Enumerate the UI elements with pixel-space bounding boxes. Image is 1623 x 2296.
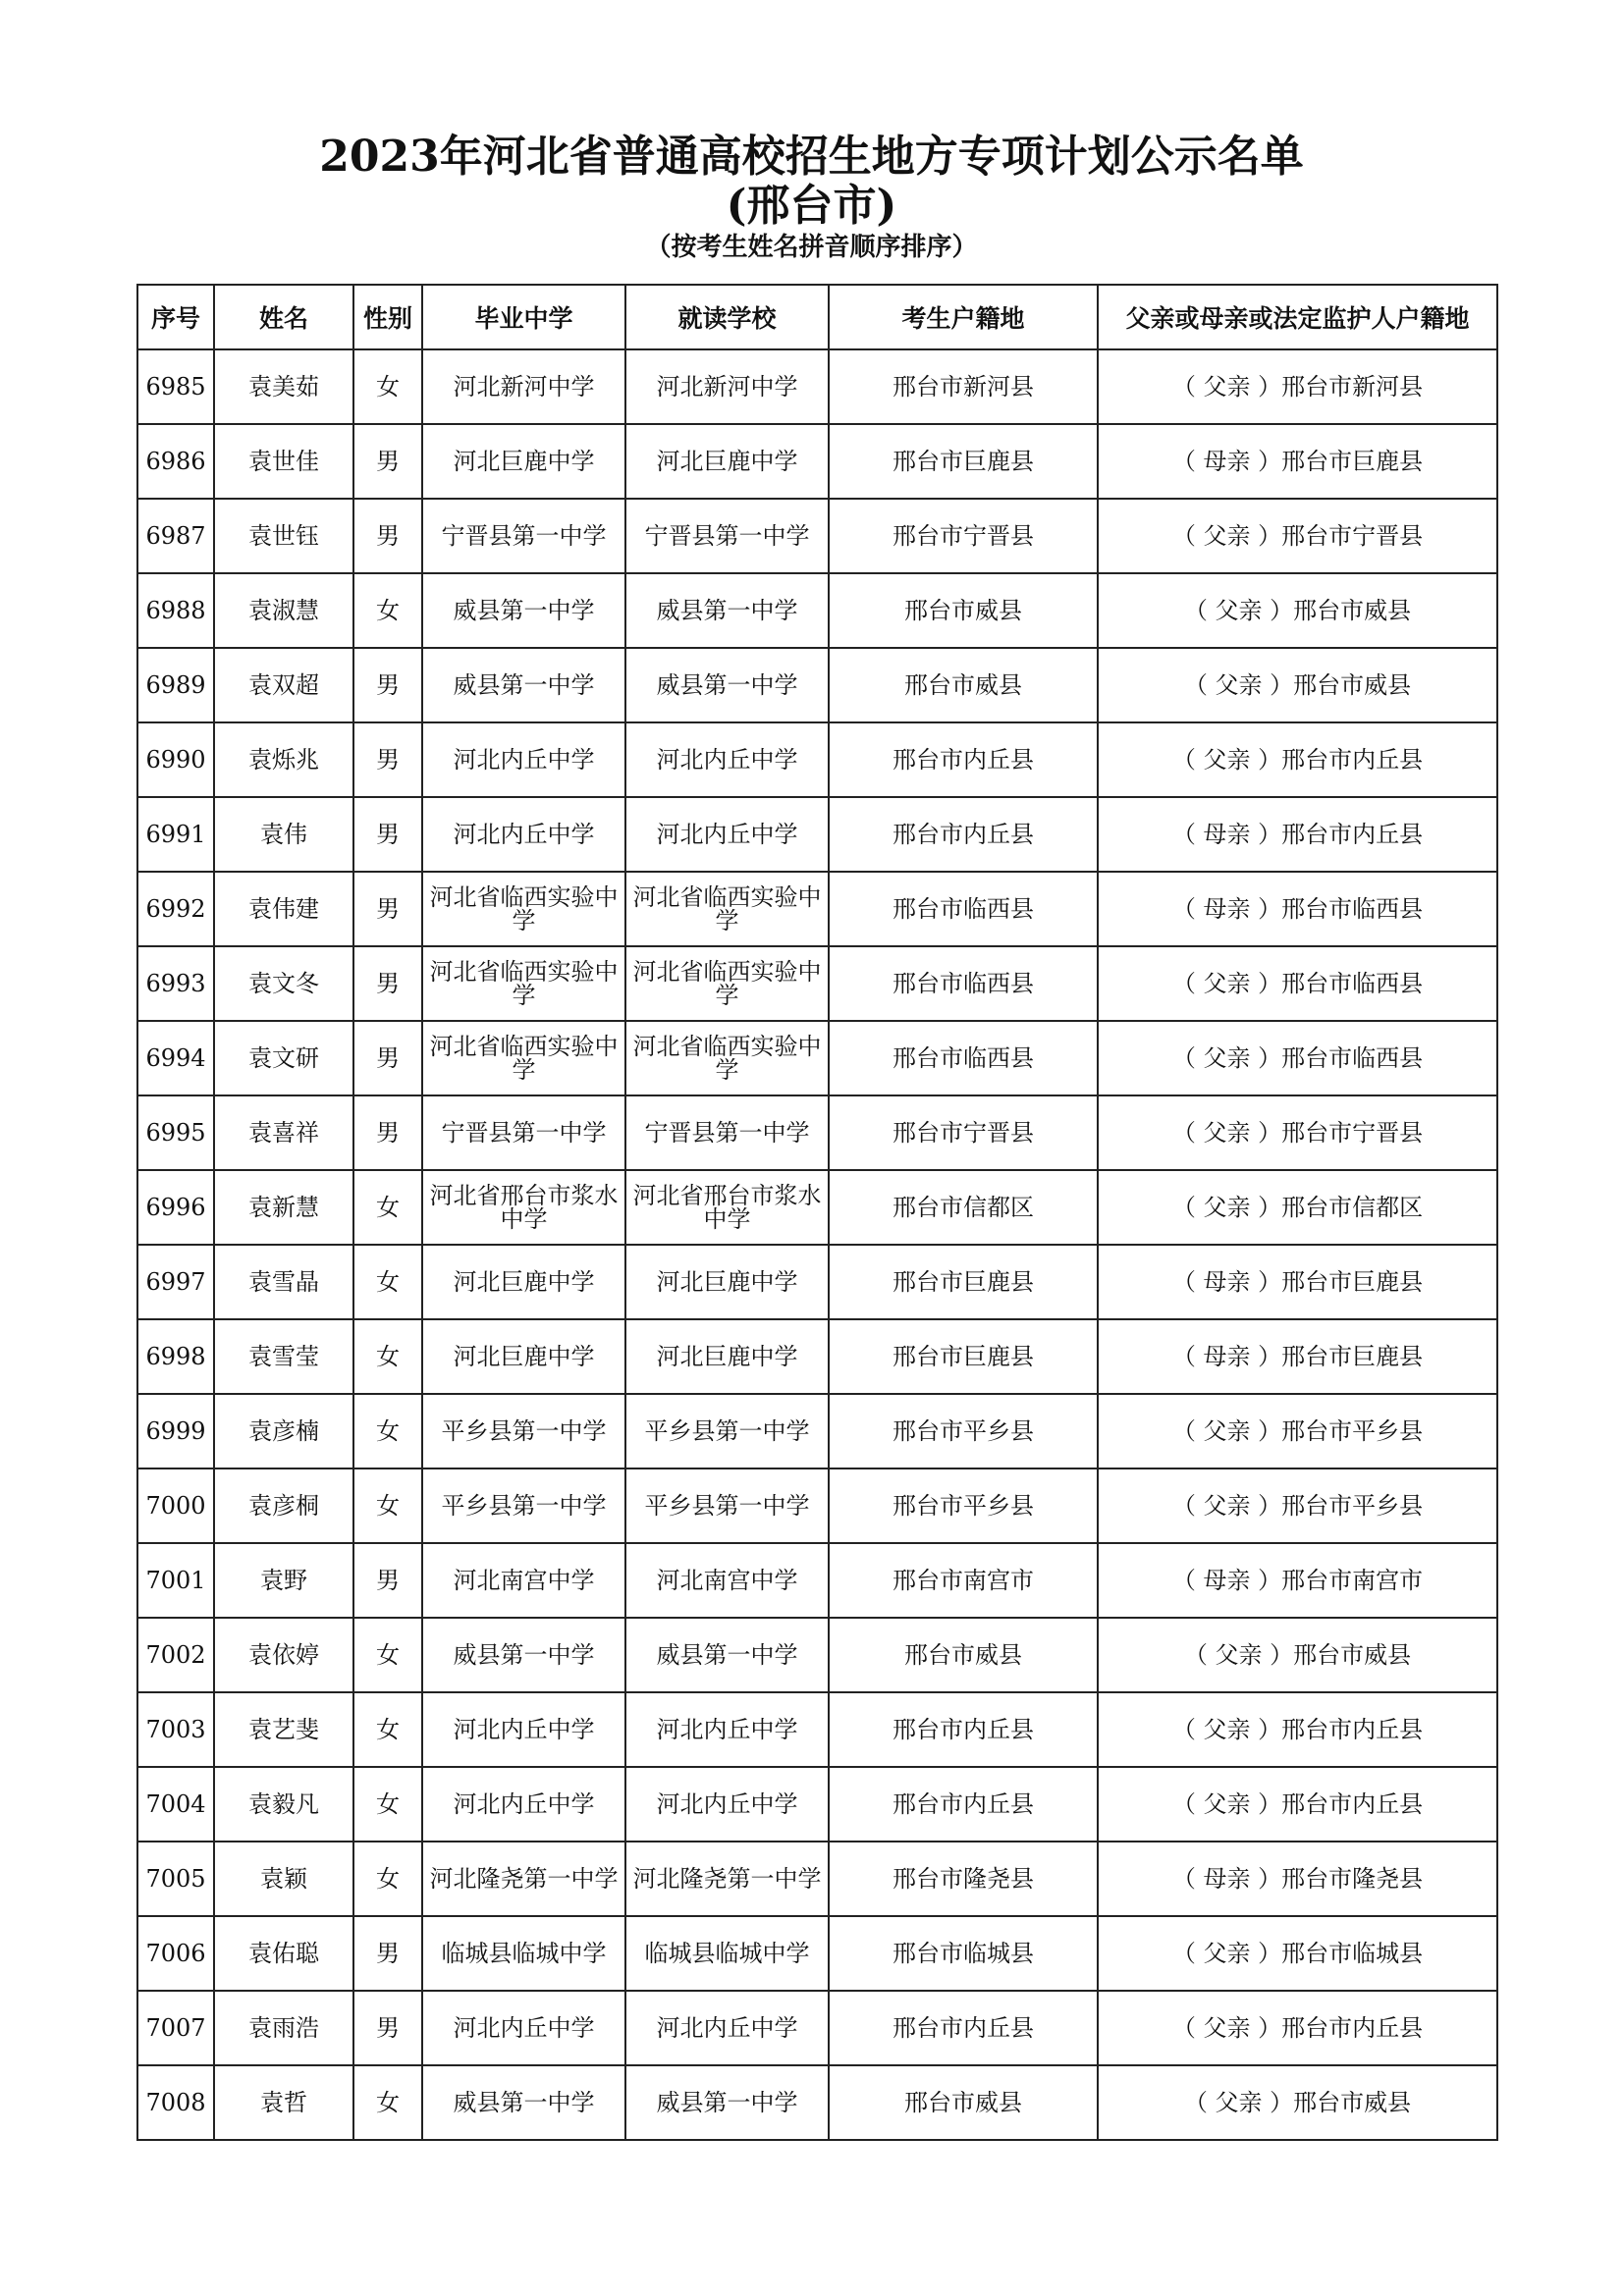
cell-household-registration: 邢台市宁晋县 (829, 499, 1098, 573)
cell-seq: 6986 (137, 424, 214, 499)
table-row (137, 1991, 1497, 2065)
cell-name: 袁双超 (214, 648, 353, 722)
cell-guardian-registration: （ 父亲 ）邢台市平乡县 (1098, 1468, 1497, 1543)
cell-gender: 女 (353, 2065, 422, 2140)
table-row (137, 1245, 1497, 1319)
cell-gender: 女 (353, 1692, 422, 1767)
table-row (137, 1468, 1497, 1543)
cell-gender: 男 (353, 648, 422, 722)
cell-graduated-school: 河北省邢台市浆水中学 (422, 1170, 625, 1245)
cell-guardian-registration: （ 父亲 ）邢台市临城县 (1098, 1916, 1497, 1991)
cell-guardian-registration: （ 母亲 ）邢台市巨鹿县 (1098, 1245, 1497, 1319)
document-title: 2023年河北省普通高校招生地方专项计划公示名单 (319, 132, 1304, 182)
cell-household-registration: 邢台市内丘县 (829, 722, 1098, 797)
table-row (137, 1543, 1497, 1618)
cell-graduated-school: 河北内丘中学 (422, 1991, 625, 2065)
cell-name: 袁雪晶 (214, 1245, 353, 1319)
cell-gender: 男 (353, 499, 422, 573)
table-row (137, 946, 1497, 1021)
cell-graduated-school: 临城县临城中学 (422, 1916, 625, 1991)
cell-graduated-school: 河北隆尧第一中学 (422, 1842, 625, 1916)
cell-name: 袁文研 (214, 1021, 353, 1095)
cell-graduated-school: 宁晋县第一中学 (422, 499, 625, 573)
cell-graduated-school: 河北南宫中学 (422, 1543, 625, 1618)
table-row (137, 1319, 1497, 1394)
cell-household-registration: 邢台市平乡县 (829, 1468, 1098, 1543)
cell-seq: 7005 (137, 1842, 214, 1916)
cell-seq: 6988 (137, 573, 214, 648)
cell-guardian-registration: （ 父亲 ）邢台市内丘县 (1098, 1767, 1497, 1842)
cell-name: 袁彦桐 (214, 1468, 353, 1543)
table-row (137, 1021, 1497, 1095)
cell-seq: 6995 (137, 1095, 214, 1170)
cell-name: 袁毅凡 (214, 1767, 353, 1842)
column-header-gender: 性别 (353, 285, 422, 349)
cell-gender: 男 (353, 797, 422, 872)
cell-seq: 6992 (137, 872, 214, 946)
cell-guardian-registration: （ 父亲 ）邢台市威县 (1098, 2065, 1497, 2140)
table-row (137, 499, 1497, 573)
cell-graduated-school: 河北内丘中学 (422, 1767, 625, 1842)
cell-seq: 6996 (137, 1170, 214, 1245)
cell-name: 袁伟 (214, 797, 353, 872)
cell-seq: 6989 (137, 648, 214, 722)
table-row (137, 648, 1497, 722)
cell-seq: 7000 (137, 1468, 214, 1543)
column-header-name: 姓名 (214, 285, 353, 349)
cell-gender: 女 (353, 1618, 422, 1692)
cell-seq: 6993 (137, 946, 214, 1021)
cell-gender: 男 (353, 872, 422, 946)
cell-guardian-registration: （ 母亲 ）邢台市巨鹿县 (1098, 424, 1497, 499)
table-row (137, 1618, 1497, 1692)
cell-graduated-school: 威县第一中学 (422, 648, 625, 722)
cell-household-registration: 邢台市威县 (829, 1618, 1098, 1692)
cell-seq: 7003 (137, 1692, 214, 1767)
cell-graduated-school: 宁晋县第一中学 (422, 1095, 625, 1170)
cell-guardian-registration: （ 父亲 ）邢台市内丘县 (1098, 722, 1497, 797)
cell-household-registration: 邢台市内丘县 (829, 1692, 1098, 1767)
cell-name: 袁野 (214, 1543, 353, 1618)
table-body (137, 349, 1497, 2140)
table-row (137, 349, 1497, 424)
cell-guardian-registration: （ 父亲 ）邢台市新河县 (1098, 349, 1497, 424)
cell-gender: 女 (353, 573, 422, 648)
cell-current-school: 河北巨鹿中学 (625, 1245, 829, 1319)
table-row (137, 797, 1497, 872)
cell-guardian-registration: （ 母亲 ）邢台市隆尧县 (1098, 1842, 1497, 1916)
cell-current-school: 平乡县第一中学 (625, 1468, 829, 1543)
table-row (137, 1767, 1497, 1842)
cell-guardian-registration: （ 父亲 ）邢台市威县 (1098, 573, 1497, 648)
cell-guardian-registration: （ 母亲 ）邢台市南宫市 (1098, 1543, 1497, 1618)
cell-seq: 6999 (137, 1394, 214, 1468)
cell-gender: 女 (353, 1767, 422, 1842)
cell-current-school: 河北巨鹿中学 (625, 1319, 829, 1394)
cell-gender: 男 (353, 1543, 422, 1618)
cell-current-school: 河北内丘中学 (625, 722, 829, 797)
cell-seq: 7002 (137, 1618, 214, 1692)
cell-name: 袁喜祥 (214, 1095, 353, 1170)
cell-household-registration: 邢台市信都区 (829, 1170, 1098, 1245)
cell-current-school: 河北南宫中学 (625, 1543, 829, 1618)
cell-name: 袁颖 (214, 1842, 353, 1916)
cell-current-school: 宁晋县第一中学 (625, 499, 829, 573)
cell-household-registration: 邢台市南宫市 (829, 1543, 1098, 1618)
cell-current-school: 威县第一中学 (625, 648, 829, 722)
cell-household-registration: 邢台市临西县 (829, 872, 1098, 946)
cell-guardian-registration: （ 父亲 ）邢台市信都区 (1098, 1170, 1497, 1245)
sort-note: （按考生姓名拼音顺序排序） (645, 233, 978, 262)
cell-seq: 6985 (137, 349, 214, 424)
column-header-household-registration: 考生户籍地 (829, 285, 1098, 349)
cell-guardian-registration: （ 母亲 ）邢台市巨鹿县 (1098, 1319, 1497, 1394)
cell-graduated-school: 河北内丘中学 (422, 722, 625, 797)
cell-gender: 女 (353, 1319, 422, 1394)
roster-table (136, 284, 1498, 2141)
cell-gender: 男 (353, 424, 422, 499)
column-header-seq: 序号 (137, 285, 214, 349)
cell-household-registration: 邢台市内丘县 (829, 1767, 1098, 1842)
cell-name: 袁淑慧 (214, 573, 353, 648)
table-row (137, 1170, 1497, 1245)
cell-gender: 男 (353, 946, 422, 1021)
cell-name: 袁艺斐 (214, 1692, 353, 1767)
cell-gender: 女 (353, 1394, 422, 1468)
cell-current-school: 威县第一中学 (625, 573, 829, 648)
table-row (137, 1916, 1497, 1991)
cell-graduated-school: 河北省临西实验中学 (422, 872, 625, 946)
cell-seq: 6998 (137, 1319, 214, 1394)
cell-guardian-registration: （ 母亲 ）邢台市临西县 (1098, 872, 1497, 946)
cell-guardian-registration: （ 母亲 ）邢台市内丘县 (1098, 797, 1497, 872)
cell-seq: 6994 (137, 1021, 214, 1095)
cell-name: 袁世钰 (214, 499, 353, 573)
cell-name: 袁雨浩 (214, 1991, 353, 2065)
cell-graduated-school: 河北省临西实验中学 (422, 1021, 625, 1095)
table-row (137, 573, 1497, 648)
cell-name: 袁文冬 (214, 946, 353, 1021)
cell-name: 袁佑聪 (214, 1916, 353, 1991)
cell-graduated-school: 平乡县第一中学 (422, 1468, 625, 1543)
cell-household-registration: 邢台市平乡县 (829, 1394, 1098, 1468)
cell-household-registration: 邢台市巨鹿县 (829, 1319, 1098, 1394)
cell-graduated-school: 威县第一中学 (422, 1618, 625, 1692)
city-subtitle: (邢台市) (726, 181, 897, 231)
cell-household-registration: 邢台市临城县 (829, 1916, 1098, 1991)
cell-household-registration: 邢台市内丘县 (829, 1991, 1098, 2065)
cell-guardian-registration: （ 父亲 ）邢台市内丘县 (1098, 1991, 1497, 2065)
cell-current-school: 河北巨鹿中学 (625, 424, 829, 499)
cell-guardian-registration: （ 父亲 ）邢台市临西县 (1098, 1021, 1497, 1095)
cell-name: 袁世佳 (214, 424, 353, 499)
cell-name: 袁伟建 (214, 872, 353, 946)
table-row (137, 722, 1497, 797)
cell-gender: 男 (353, 1021, 422, 1095)
cell-graduated-school: 河北内丘中学 (422, 1692, 625, 1767)
cell-guardian-registration: （ 父亲 ）邢台市内丘县 (1098, 1692, 1497, 1767)
cell-gender: 男 (353, 1916, 422, 1991)
cell-household-registration: 邢台市威县 (829, 2065, 1098, 2140)
table-row (137, 1692, 1497, 1767)
cell-current-school: 宁晋县第一中学 (625, 1095, 829, 1170)
cell-current-school: 河北省临西实验中学 (625, 1021, 829, 1095)
cell-graduated-school: 河北省临西实验中学 (422, 946, 625, 1021)
table-header-row (137, 285, 1497, 349)
cell-household-registration: 邢台市临西县 (829, 946, 1098, 1021)
cell-seq: 7001 (137, 1543, 214, 1618)
table-row (137, 1095, 1497, 1170)
cell-name: 袁新慧 (214, 1170, 353, 1245)
cell-graduated-school: 河北巨鹿中学 (422, 1245, 625, 1319)
column-header-graduated-school: 毕业中学 (422, 285, 625, 349)
cell-guardian-registration: （ 父亲 ）邢台市威县 (1098, 1618, 1497, 1692)
cell-name: 袁美茹 (214, 349, 353, 424)
table-row (137, 424, 1497, 499)
cell-name: 袁彦楠 (214, 1394, 353, 1468)
column-header-current-school: 就读学校 (625, 285, 829, 349)
cell-seq: 7004 (137, 1767, 214, 1842)
cell-current-school: 河北隆尧第一中学 (625, 1842, 829, 1916)
cell-current-school: 河北内丘中学 (625, 1692, 829, 1767)
cell-household-registration: 邢台市内丘县 (829, 797, 1098, 872)
cell-name: 袁依婷 (214, 1618, 353, 1692)
cell-household-registration: 邢台市宁晋县 (829, 1095, 1098, 1170)
cell-seq: 7007 (137, 1991, 214, 2065)
cell-gender: 女 (353, 1842, 422, 1916)
cell-gender: 女 (353, 1170, 422, 1245)
cell-household-registration: 邢台市新河县 (829, 349, 1098, 424)
cell-household-registration: 邢台市临西县 (829, 1021, 1098, 1095)
cell-seq: 6997 (137, 1245, 214, 1319)
cell-gender: 女 (353, 1245, 422, 1319)
cell-household-registration: 邢台市威县 (829, 573, 1098, 648)
table-row (137, 2065, 1497, 2140)
cell-gender: 男 (353, 1095, 422, 1170)
cell-current-school: 河北省临西实验中学 (625, 872, 829, 946)
cell-gender: 男 (353, 1991, 422, 2065)
cell-graduated-school: 河北巨鹿中学 (422, 1319, 625, 1394)
cell-graduated-school: 河北巨鹿中学 (422, 424, 625, 499)
table-row (137, 872, 1497, 946)
cell-current-school: 威县第一中学 (625, 2065, 829, 2140)
cell-household-registration: 邢台市巨鹿县 (829, 1245, 1098, 1319)
cell-seq: 7008 (137, 2065, 214, 2140)
cell-guardian-registration: （ 父亲 ）邢台市临西县 (1098, 946, 1497, 1021)
table-row (137, 1842, 1497, 1916)
cell-current-school: 河北内丘中学 (625, 797, 829, 872)
cell-current-school: 河北省邢台市浆水中学 (625, 1170, 829, 1245)
cell-seq: 7006 (137, 1916, 214, 1991)
cell-guardian-registration: （ 父亲 ）邢台市宁晋县 (1098, 499, 1497, 573)
cell-seq: 6990 (137, 722, 214, 797)
cell-graduated-school: 河北新河中学 (422, 349, 625, 424)
table-row (137, 1394, 1497, 1468)
cell-guardian-registration: （ 父亲 ）邢台市平乡县 (1098, 1394, 1497, 1468)
cell-graduated-school: 威县第一中学 (422, 573, 625, 648)
cell-guardian-registration: （ 父亲 ）邢台市威县 (1098, 648, 1497, 722)
cell-household-registration: 邢台市隆尧县 (829, 1842, 1098, 1916)
cell-guardian-registration: （ 父亲 ）邢台市宁晋县 (1098, 1095, 1497, 1170)
cell-current-school: 河北新河中学 (625, 349, 829, 424)
cell-gender: 男 (353, 722, 422, 797)
cell-name: 袁雪莹 (214, 1319, 353, 1394)
cell-household-registration: 邢台市巨鹿县 (829, 424, 1098, 499)
cell-graduated-school: 河北内丘中学 (422, 797, 625, 872)
cell-graduated-school: 威县第一中学 (422, 2065, 625, 2140)
column-header-guardian-registration: 父亲或母亲或法定监护人户籍地 (1098, 285, 1497, 349)
cell-name: 袁烁兆 (214, 722, 353, 797)
cell-graduated-school: 平乡县第一中学 (422, 1394, 625, 1468)
cell-name: 袁哲 (214, 2065, 353, 2140)
cell-household-registration: 邢台市威县 (829, 648, 1098, 722)
cell-current-school: 河北内丘中学 (625, 1991, 829, 2065)
cell-seq: 6987 (137, 499, 214, 573)
cell-current-school: 威县第一中学 (625, 1618, 829, 1692)
cell-current-school: 平乡县第一中学 (625, 1394, 829, 1468)
cell-gender: 女 (353, 349, 422, 424)
cell-current-school: 临城县临城中学 (625, 1916, 829, 1991)
cell-seq: 6991 (137, 797, 214, 872)
cell-current-school: 河北内丘中学 (625, 1767, 829, 1842)
cell-gender: 女 (353, 1468, 422, 1543)
cell-current-school: 河北省临西实验中学 (625, 946, 829, 1021)
